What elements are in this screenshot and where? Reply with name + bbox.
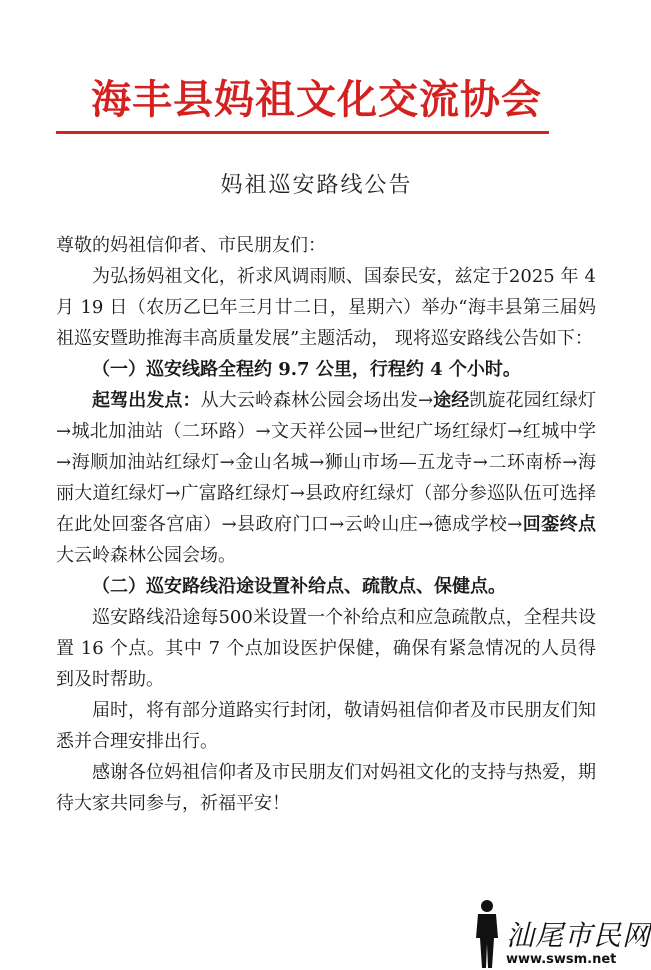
greeting: 尊敬的妈祖信仰者、市民朋友们： [56, 235, 326, 256]
intro-paragraph: 为弘扬妈祖文化，祈求风调雨顺、国泰民安，兹定于2025 年 4 月 19 日（农历乙巳年三月廿二日，星期六）举办“海丰县第三届妈祖巡安暨助推海丰高质量发展”主题活动， 现将巡安路线公告如下： [56, 266, 596, 349]
route-label: 起驾出发点： [92, 390, 201, 411]
standing-figure-icon [470, 898, 504, 970]
watermark-url: www.swsm.net [506, 952, 617, 967]
route-paragraph [56, 385, 596, 571]
document-body [56, 230, 596, 819]
via-label: 途经 [433, 390, 470, 411]
route-start: 从大云岭森林公园会场出发→ [200, 390, 434, 411]
closing-paragraph: 感谢各位妈祖信仰者及市民朋友们对妈祖文化的支持与热爱，期待大家共同参与，祈福平安！ [56, 762, 596, 814]
route-via: 凯旋花园红绿灯→城北加油站（二环路）→文天祥公园→世纪广场红绿灯→红城中学→海顺加油站红绿灯→金山名城→狮山市场—五龙寺→二环南桥→海丽大道红绿灯→广富路红绿灯→县政府红绿灯（部分参巡队伍可选择在此处回銮各宫庙）→县政府门口→云岭山庄→德成学校→ [56, 390, 597, 535]
section2-heading: （二）巡安路线沿途设置补给点、疏散点、保健点。 [92, 576, 506, 597]
section1-heading: （一）巡安线路全程约 9.7 公里，行程约 4 个小时。 [92, 359, 521, 380]
section2-paragraph: 巡安路线沿途每500米设置一个补给点和应急疏散点，全程共设置 16 个点。其中 7 个点加设医护保健，确保有紧急情况的人员得到及时帮助。 [56, 607, 596, 690]
notice-paragraph: 届时，将有部分道路实行封闭，敬请妈祖信仰者及市民朋友们知悉并合理安排出行。 [56, 700, 596, 752]
watermark-brand: 汕尾市民网 [506, 919, 651, 952]
route-end: 大云岭森林公园会场。 [56, 545, 236, 566]
return-label: 回銮终点 [522, 514, 597, 535]
org-name-heading: 海丰县妈祖文化交流协会 [91, 77, 542, 123]
watermark-logo [470, 898, 651, 970]
document-title: 妈祖巡安路线公告 [220, 173, 413, 198]
header-divider [56, 131, 549, 134]
